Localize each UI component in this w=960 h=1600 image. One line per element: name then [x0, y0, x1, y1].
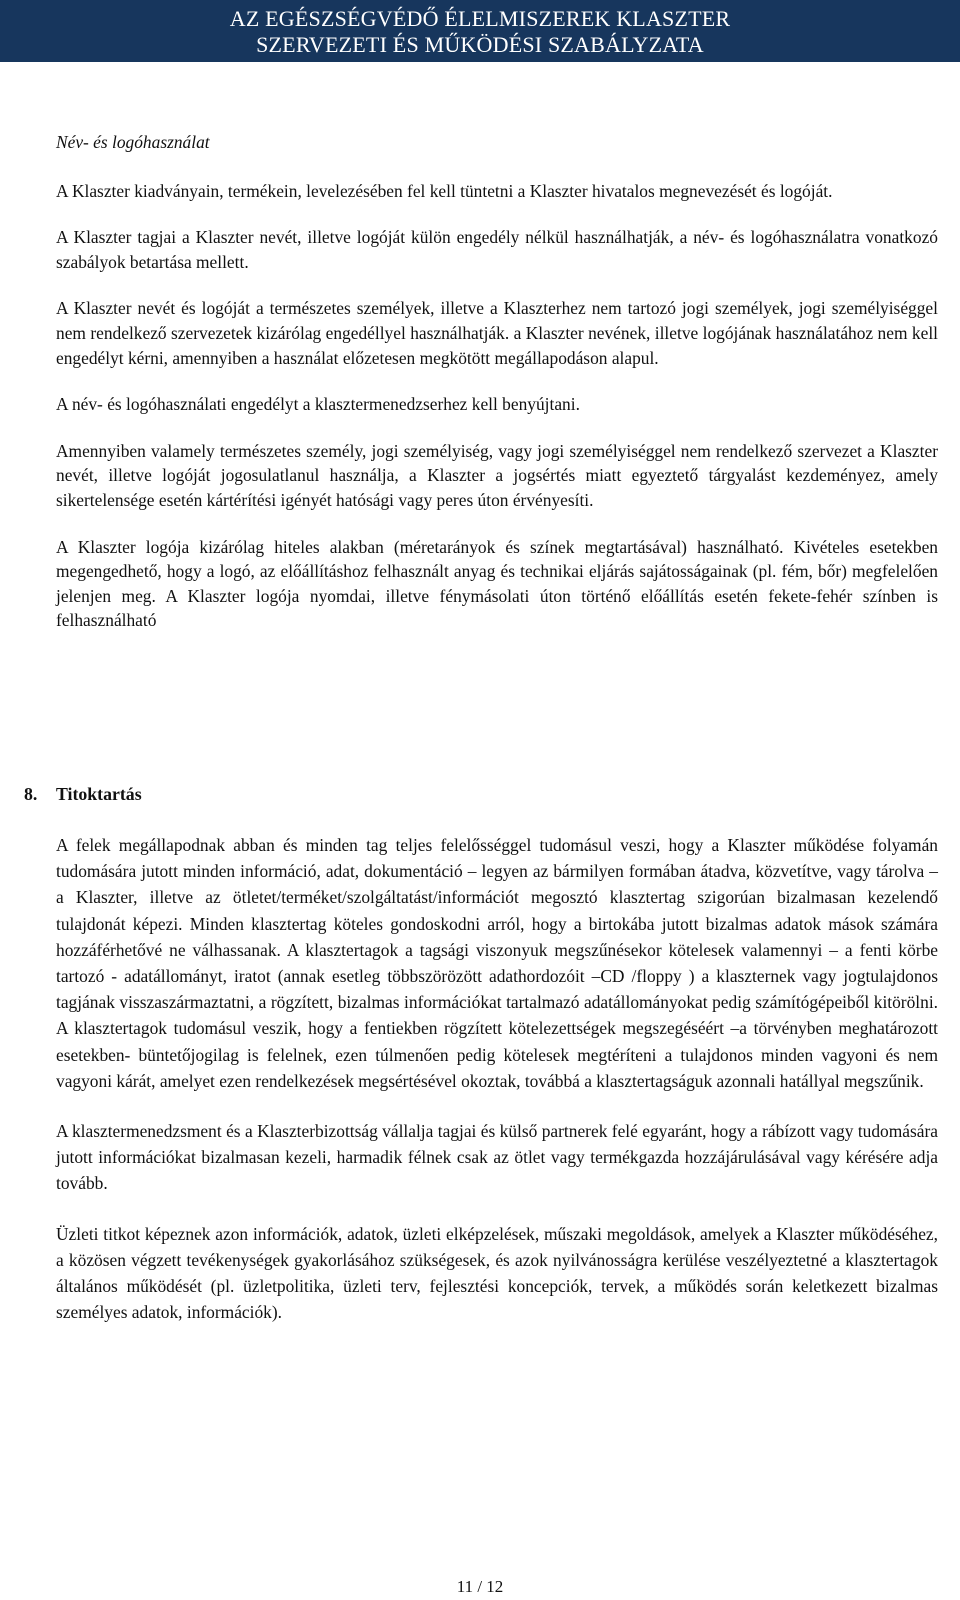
- paragraph: A Klaszter kiadványain, termékein, levelezésében fel kell tüntetni a Klaszter hivatalos megnevezését és logóját.: [56, 180, 833, 201]
- subsection-name-and-logo-use: [56, 130, 938, 633]
- section-number: 8.: [24, 784, 38, 804]
- paragraph: A Klaszter tagjai a Klaszter nevét, illetve logóját külön engedély nélkül használhatják, a név- és logóhasználatra vonatkozó szabályok betartása mellett.: [56, 227, 938, 272]
- header-title-line-1: AZ EGÉSZSÉGVÉDŐ ÉLELMISZEREK KLASZTER: [229, 6, 731, 31]
- page-number: 11 / 12: [456, 1577, 504, 1596]
- section-title: Titoktartás: [56, 784, 142, 804]
- subsection-title: Név- és logóhasználat: [56, 132, 210, 152]
- paragraph: Amennyiben valamely természetes személy, jogi személyiség, vagy jogi személyiséggel nem rendelkező szervezet a Klaszter nevét, illetve logóját jogosulatlanul használja, a Klaszter a jogsértés miatt egyeztető tárgyalást kezdeményez, amely sikertelensége esetén kártérítési igényét hatósági vagy peres úton érvényesíti.: [56, 440, 938, 510]
- section-body: [56, 832, 938, 1325]
- paragraph: A Klaszter logója kizárólag hiteles alakban (méretarányok és színek megtartásával) használható. Kivételes esetekben megengedhető, hogy a logó, az előállításhoz felhasznált anyag és technikai eljárás sajátosságainak (pl. fém, bőr) megfelelően jelenjen meg. A Klaszter logója nyomdai, illetve fénymásolati úton történő előállítás esetén fekete-fehér színben is felhasználható: [56, 536, 938, 631]
- paragraph: A klasztermenedzsment és a Klaszterbizottság vállalja tagjai és külső partnerek felé egyaránt, hogy a rábízott vagy tudomására jutott információkat bizalmasan kezeli, harmadik félnek csak az ötlet vagy termékgazda hozzájárulásával vagy kérésére adja tovább.: [56, 1121, 938, 1194]
- header-title-line-2: SZERVEZETI ÉS MŰKÖDÉSI SZABÁLYZATA: [256, 32, 704, 57]
- paragraph: Üzleti titkot képeznek azon információk, adatok, üzleti elképzelések, műszaki megoldások, amelyek a Klaszter működéséhez, a közösen végzett tevékenységek gyakorlásához szükségesek, és azok nyilvánosságra kerülése veszélyeztetné a klasztertagok általános működését (pl. üzletpolitika, üzleti terv, fejlesztési koncepciók, tervek, a működés során keletkezett bizalmas személyes adatok, információk).: [56, 1223, 938, 1323]
- paragraph: A felek megállapodnak abban és minden tag teljes felelősséggel tudomásul veszi, hogy a Klaszter működése folyamán tudomására jutott minden információ, adat, dokumentáció – legyen az bármilyen formában átadva, közvetítve, vagy tárolva – a Klaszter, illetve az ötletet/terméket/szolgáltatást/információt megosztó klasztertag szigorúan bizalmasan kezelendő tulajdonát képezi. Minden klasztertag köteles gondoskodni arról, hogy a birtokába jutott bizalmas adatok mások számára hozzáférhetővé ne válhassanak. A klasztertagok a tagsági viszonyuk megszűnésekor kötelesek valamennyi – a fenti körbe tartozó - adatállományt, iratot (annak esetleg többszörözött adathordozóit –CD /floppy ) a klaszternek vagy jogtulajdonos tagjának visszaszármaztatni, a rögzített, bizalmas információkat tartalmazó adatállományokat pedig számítógépeiből kitörölni. A klasztertagok tudomásul veszik, hogy a fentiekben rögzített kötelezettségek megszegéséért –a törvényben meghatározott esetekben- büntetőjogilag is felelnek, ezen túlmenően pedig kötelesek megtéríteni a tulajdonos minden vagyoni és nem vagyoni kárát, amelyet ezen rendelkezések megsértésével okoztak, továbbá a klasztertagságuk azonnali hatállyal megszűnik.: [56, 835, 938, 1091]
- paragraph: A név- és logóhasználati engedélyt a klasztermenedzserhez kell benyújtani.: [56, 394, 580, 415]
- paragraph: A Klaszter nevét és logóját a természetes személyek, illetve a Klaszterhez nem tartozó jogi személyek, jogi személyiséggel nem rendelkező szervezetek kizárólag engedéllyel használhatják. a Klaszter nevének, illetve logójának használatához nem kell engedélyt kérni, amennyiben a használat előzetesen megkötött megállapodáson alapul.: [56, 298, 938, 368]
- document-header: [0, 0, 960, 62]
